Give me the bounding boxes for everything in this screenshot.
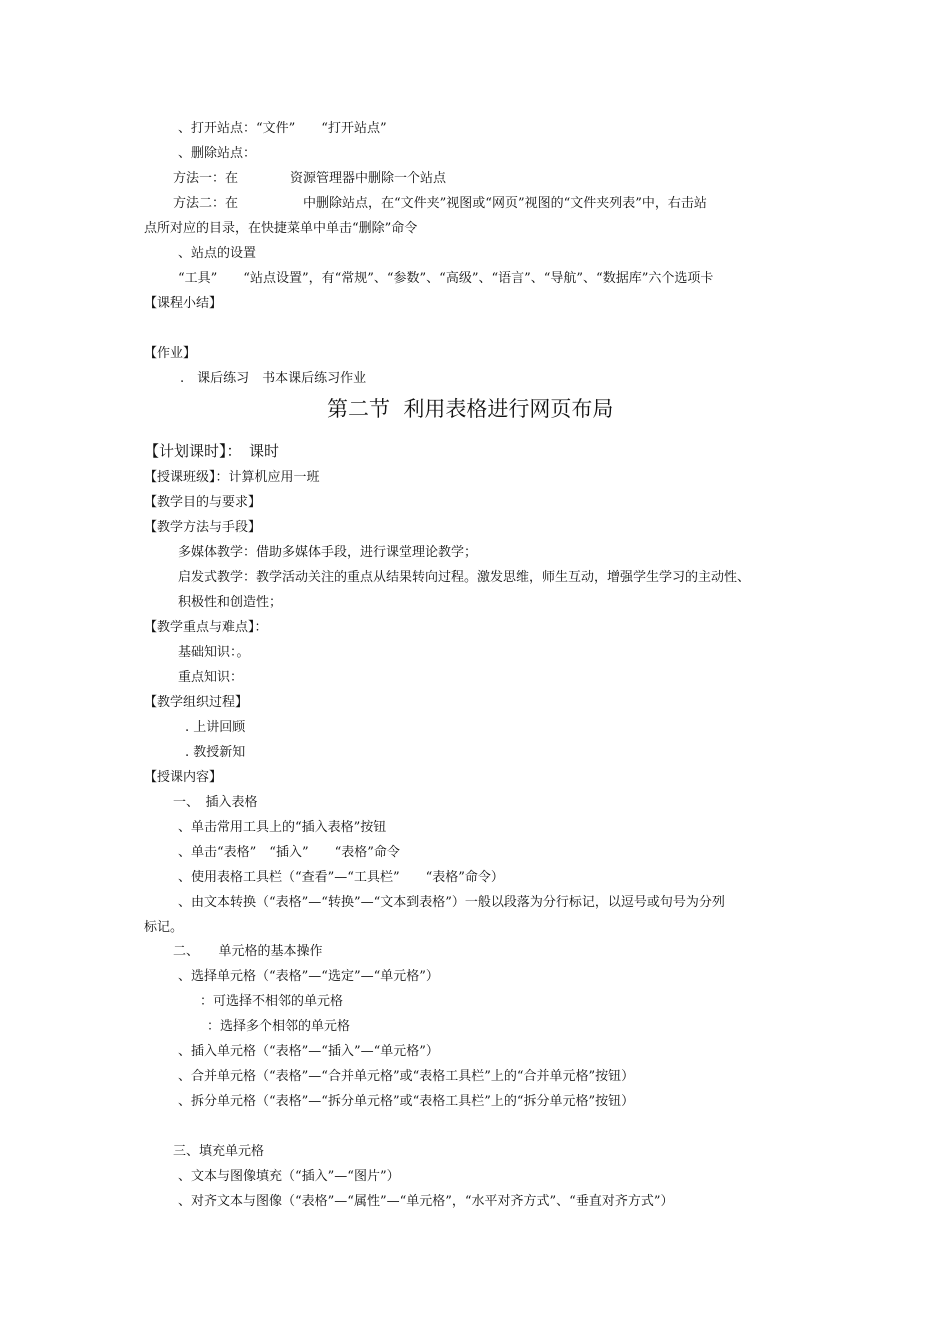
list-item: 、选择单元格（“表格”—“选定”—“单元格”） (178, 969, 439, 984)
text-line: 方法一：在 资源管理器中删除一个站点 (173, 171, 447, 186)
list-item: 、对齐文本与图像（“表格”—“属性”—“单元格”，“水平对齐方式”、“垂直对齐方式”） (178, 1194, 674, 1209)
section-heading: 【教学重点与难点】： (144, 620, 268, 635)
text-line: 点所对应的目录，在快捷菜单中单击“删除”命令 (144, 221, 418, 236)
text-line: 启发式教学：教学活动关注的重点从结果转向过程。激发思维，师生互动，增强学生学习的主动性、 (178, 570, 751, 585)
list-item: 、合并单元格（“表格”—“合并单元格”或“表格工具栏”上的“合并单元格”按钮） (178, 1069, 635, 1084)
list-item: 、单击“表格” “插入” “表格”命令 (178, 845, 400, 860)
section-heading: 【授课班级】：计算机应用一班 (144, 470, 320, 485)
text-line: 积极性和创造性； (178, 595, 283, 610)
text-line: 标记。 (144, 920, 184, 935)
list-item: ：可选择不相邻的单元格 (200, 994, 344, 1009)
list-item: 、文本与图像填充（“插入”—“图片”） (178, 1169, 400, 1184)
section-heading: 【计划课时】： 课时 (144, 442, 280, 460)
list-item: ：选择多个相邻的单元格 (207, 1019, 351, 1034)
section-heading: 【课程小结】 (144, 296, 223, 311)
text-line: 基础知识：。 (178, 645, 250, 660)
text-line: 、删除站点： (178, 146, 257, 161)
list-item: . 上讲回顾 (185, 720, 246, 735)
text-line: 、站点的设置 (178, 246, 257, 261)
list-item: 、使用表格工具栏（“查看”—“工具栏” “表格”命令） (178, 870, 504, 885)
list-item: 、单击常用工具上的“插入表格”按钮 (178, 820, 387, 835)
text-line: 多媒体教学：借助多媒体手段，进行课堂理论教学； (178, 545, 478, 560)
subheading: 二、 单元格的基本操作 (173, 944, 323, 959)
list-item: 、插入单元格（“表格”—“插入”—“单元格”） (178, 1044, 439, 1059)
text-line: 方法二：在 中删除站点，在“文件夹”视图或“网页”视图的“文件夹列表”中，右击站 (173, 196, 707, 211)
text-line: . 课后练习 书本课后练习作业 (180, 371, 367, 386)
subheading: 三、填充单元格 (173, 1144, 265, 1159)
section-heading: 【授课内容】 (144, 770, 223, 785)
list-item: 、拆分单元格（“表格”—“拆分单元格”或“表格工具栏”上的“拆分单元格”按钮） (178, 1094, 635, 1109)
text-line: 重点知识： (178, 670, 244, 685)
list-item: 、由文本转换（“表格”—“转换”—“文本到表格”）一般以段落为分行标记，以逗号或句号为分列 (178, 895, 725, 910)
section-heading: 【教学组织过程】 (144, 695, 249, 710)
text-line: 、打开站点：“文件” “打开站点” (178, 121, 387, 136)
section-heading: 【教学目的与要求】 (144, 495, 262, 510)
section-title: 第二节 利用表格进行网页布局 (327, 397, 614, 421)
list-item: . 教授新知 (185, 745, 246, 760)
subheading: 一、 插入表格 (173, 795, 258, 810)
section-heading: 【教学方法与手段】 (144, 520, 262, 535)
text-line: “工具” “站点设置”，有“常规”、“参数”、“高级”、“语言”、“导航”、“数据库”六个选项卡 (178, 271, 714, 286)
section-heading: 【作业】 (144, 346, 197, 361)
